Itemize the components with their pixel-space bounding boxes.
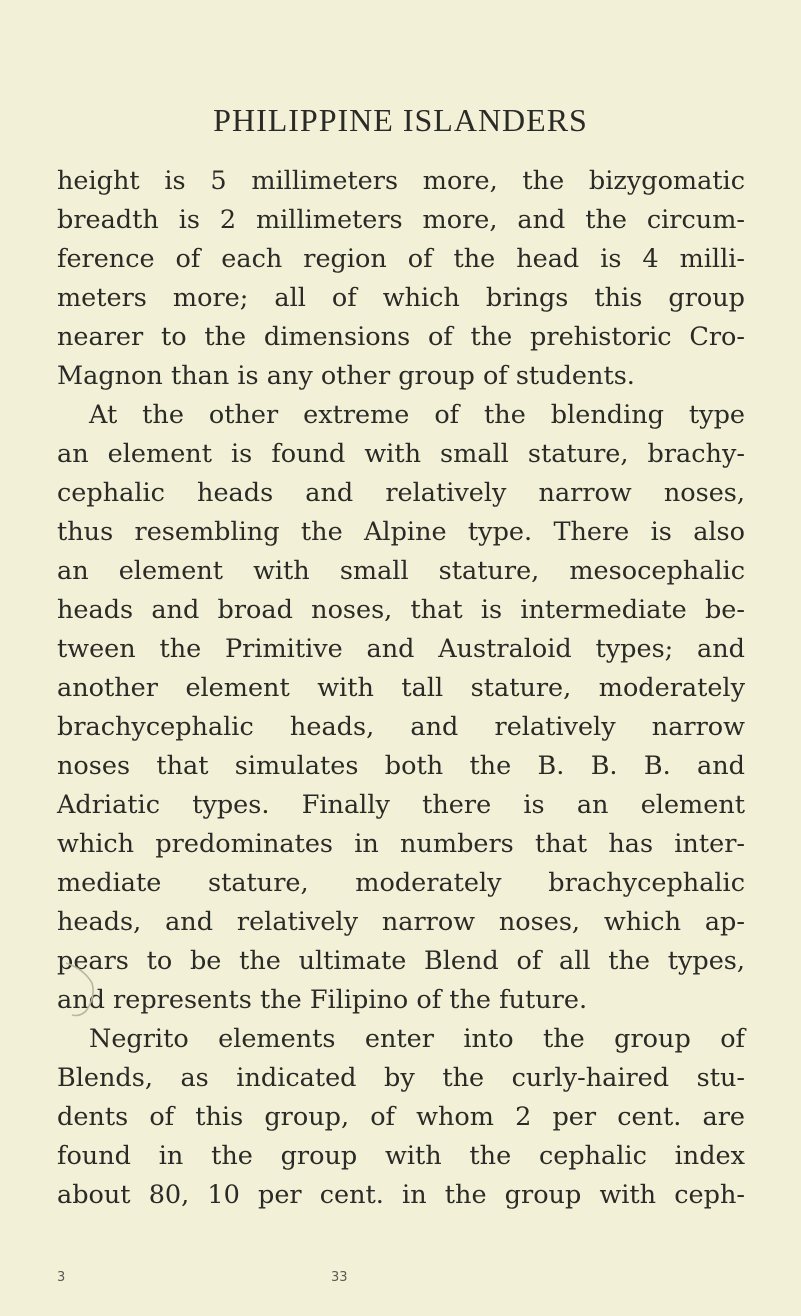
text-line: thus resembling the Alpine type. There is also bbox=[57, 517, 745, 547]
text-line: Blends, as indicated by the curly-haired stu- bbox=[57, 1063, 745, 1093]
text-line: dents of this group, of whom 2 per cent. are bbox=[57, 1102, 745, 1132]
text-line: noses that simulates both the B. B. B. and bbox=[57, 751, 745, 781]
text-line: ference of each region of the head is 4 milli- bbox=[57, 244, 745, 274]
signature-mark-right: 33 bbox=[331, 1270, 348, 1285]
text-line: Adriatic types. Finally there is an element bbox=[57, 790, 745, 820]
text-line: heads and broad noses, that is intermediate be- bbox=[57, 595, 745, 625]
text-line: and represents the Filipino of the future. bbox=[57, 985, 588, 1015]
signature-mark-left: 3 bbox=[57, 1270, 66, 1285]
text-line: brachycephalic heads, and relatively narrow bbox=[57, 712, 745, 742]
text-line: another element with tall stature, moderately bbox=[57, 673, 745, 703]
text-line: mediate stature, moderately brachycephalic bbox=[57, 868, 745, 898]
text-line: At the other extreme of the blending type bbox=[89, 400, 745, 430]
text-line: which predominates in numbers that has inter- bbox=[57, 829, 745, 859]
text-line: breadth is 2 millimeters more, and the circum- bbox=[57, 205, 745, 235]
text-line: Negrito elements enter into the group of bbox=[89, 1024, 745, 1054]
text-line: an element with small stature, mesocephalic bbox=[57, 556, 745, 586]
pencil-mark bbox=[62, 957, 102, 1021]
text-line: Magnon than is any other group of students. bbox=[57, 361, 635, 391]
text-line: meters more; all of which brings this group bbox=[57, 283, 745, 313]
running-head: PHILIPPINE ISLANDERS bbox=[213, 102, 588, 138]
text-line: tween the Primitive and Australoid types; and bbox=[57, 634, 745, 664]
text-line: about 80, 10 per cent. in the group with ceph- bbox=[57, 1180, 745, 1210]
text-line: found in the group with the cephalic index bbox=[57, 1141, 745, 1171]
text-line: height is 5 millimeters more, the bizygomatic bbox=[57, 166, 745, 196]
text-line: an element is found with small stature, brachy- bbox=[57, 439, 745, 469]
text-line: heads, and relatively narrow noses, which ap- bbox=[57, 907, 745, 937]
text-line: nearer to the dimensions of the prehistoric Cro- bbox=[57, 322, 745, 352]
text-line: cephalic heads and relatively narrow noses, bbox=[57, 478, 745, 508]
text-line: pears to be the ultimate Blend of all the types, bbox=[57, 946, 745, 976]
